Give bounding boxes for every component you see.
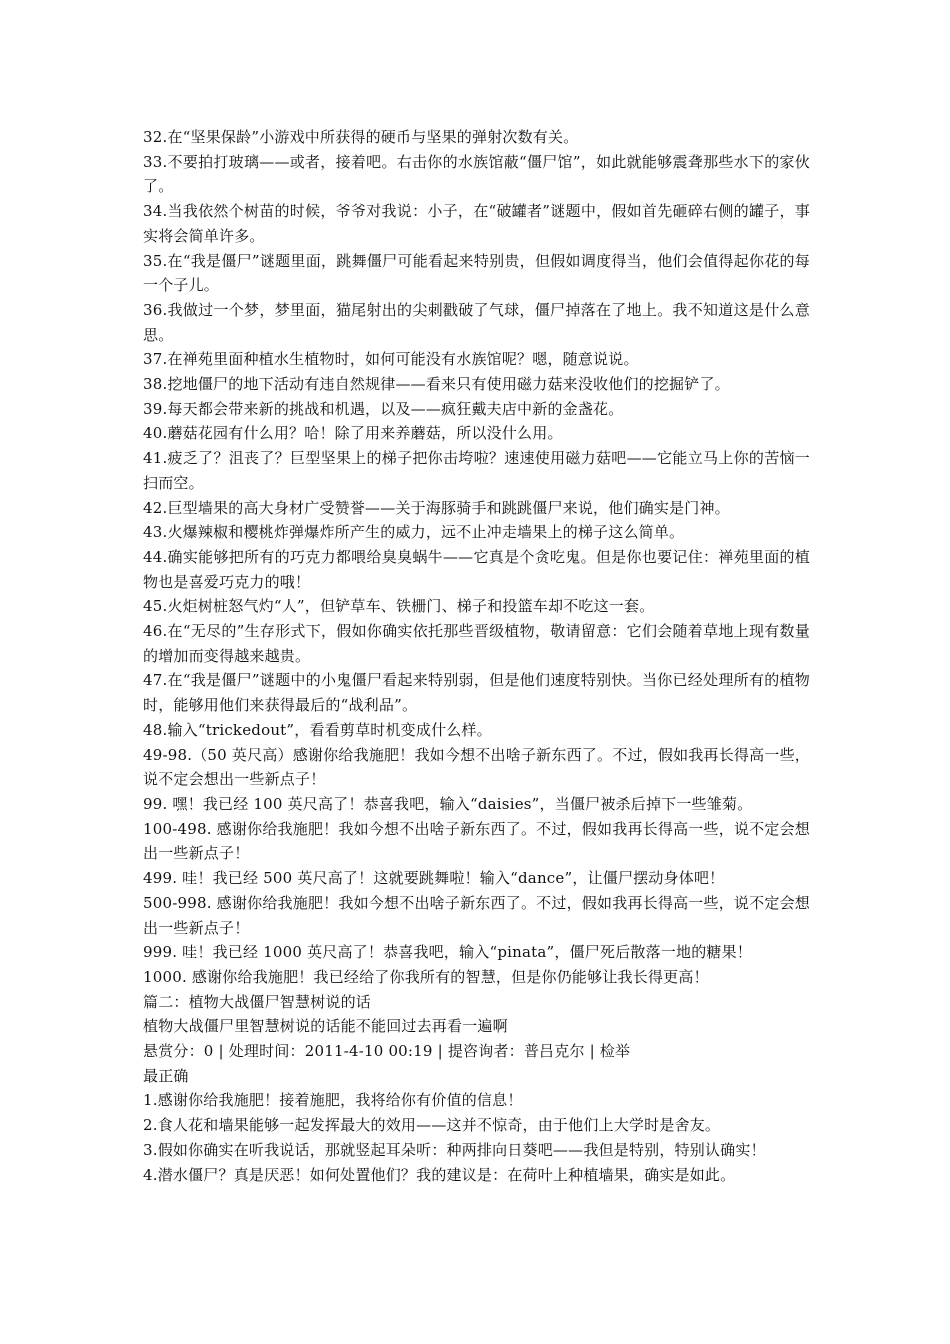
paragraph-37: 37.在禅苑里面种植水生植物时，如何可能没有水族馆呢？嗯，随意说说。 — [143, 350, 639, 369]
answer-item-2: 2.食人花和墙果能够一起发挥最大的效用——这并不惊奇，由于他们上大学时是舍友。 — [143, 1116, 721, 1135]
paragraph-38: 38.挖地僵尸的地下活动有违自然规律——看来只有使用磁力菇来没收他们的挖掘铲了。 — [143, 375, 730, 394]
paragraph-42: 42.巨型墙果的高大身材广受赞誉——关于海豚骑手和跳跳僵尸来说，他们确实是门神。 — [143, 498, 730, 517]
question-title: 植物大战僵尸里智慧树说的话能不能回过去再看一遍啊 — [143, 1017, 508, 1036]
paragraph-35: 35.在“我是僵尸”谜题里面，跳舞僵尸可能看起来特别贵，但假如调度得当，他们会值得起你花的每一个子儿。 — [143, 251, 810, 295]
paragraph-1000: 1000. 感谢你给我施肥！我已经给了你我所有的智慧，但是你仍能够让我长得更高！ — [143, 967, 709, 986]
paragraph-43: 43.火爆辣椒和樱桃炸弹爆炸所产生的威力，远不止冲走墙果上的梯子这么简单。 — [143, 523, 685, 542]
paragraph-100-498: 100-498. 感谢你给我施肥！我如今想不出啥子新东西了。不过，假如我再长得高一些，说不定会想出一些新点子！ — [143, 819, 810, 863]
paragraph-33: 33.不要拍打玻璃——或者，接着吧。右击你的水族馆蔽“僵尸馆”，如此就能够震聋那些水下的家伙了。 — [143, 152, 810, 196]
answer-item-4: 4.潜水僵尸？真是厌恶！如何处置他们？我的建议是：在荷叶上种植墙果，确实是如此。 — [143, 1165, 736, 1184]
paragraph-500-998: 500-998. 感谢你给我施肥！我如今想不出啥子新东西了。不过，假如我再长得高一些，说不定会想出一些新点子！ — [143, 893, 810, 937]
paragraph-44: 44.确实能够把所有的巧克力都喂给臭臭蜗牛——它真是个贪吃鬼。但是你也要记住：禅苑里面的植物也是喜爱巧克力的哦！ — [143, 547, 810, 591]
paragraph-99: 99. 嘿！我已经 100 英尺高了！恭喜我吧，输入“daisies”，当僵尸被杀后掉下一些雏菊。 — [143, 794, 753, 813]
paragraph-45: 45.火炬树桩怒气灼“人”，但铲草车、铁栅门、梯子和投篮车却不吃这一套。 — [143, 597, 655, 616]
paragraph-39: 39.每天都会带来新的挑战和机遇，以及——疯狂戴夫店中新的金盏花。 — [143, 399, 624, 418]
paragraph-41: 41.疲乏了？沮丧了？巨型坚果上的梯子把你击垮啦？速速使用磁力菇吧——它能立马上你的苦恼一扫而空。 — [143, 449, 810, 492]
section-heading: 篇二：植物大战僵尸智慧树说的话 — [143, 992, 372, 1011]
paragraph-49-98: 49-98.（50 英尺高）感谢你给我施肥！我如今想不出啥子新东西了。不过，假如我再长得高一些，说不定会想出一些新点子！ — [143, 745, 810, 789]
document-body — [143, 125, 810, 1187]
paragraph-499: 499. 哇！我已经 500 英尺高了！这就要跳舞啦！输入“dance”，让僵尸摆动身体吧！ — [143, 869, 725, 888]
answer-item-3: 3.假如你确实在听我说话，那就竖起耳朵听：种两排向日葵吧——我但是特别，特别认确实！ — [143, 1140, 766, 1159]
paragraph-999: 999. 哇！我已经 1000 英尺高了！恭喜我吧，输入“pinata”，僵尸死后散落一地的糖果！ — [143, 943, 752, 962]
question-meta: 悬赏分：0 | 处理时间：2011-4-10 00:19 | 提咨询者：普吕克尔 | 检举 — [143, 1042, 631, 1061]
paragraph-47: 47.在“我是僵尸”谜题中的小鬼僵尸看起来特别弱，但是他们速度特别快。当你已经处理所有的植物时，能够用他们来获得最后的“战利品”。 — [143, 671, 810, 715]
paragraph-40: 40.蘑菇花园有什么用？哈！除了用来养蘑菇，所以没什么用。 — [143, 424, 563, 443]
paragraph-48: 48.输入“trickedout”，看看剪草时机变成什么样。 — [143, 720, 492, 739]
answer-item-1: 1.感谢你给我施肥！接着施肥，我将给你有价值的信息！ — [143, 1091, 523, 1110]
paragraph-46: 46.在“无尽的”生存形式下，假如你确实依托那些晋级植物，敬请留意：它们会随着草地上现有数量的增加而变得越来越贵。 — [143, 622, 810, 665]
paragraph-36: 36.我做过一个梦，梦里面，猫尾射出的尖刺戳破了气球，僵尸掉落在了地上。我不知道这是什么意思。 — [143, 300, 810, 344]
paragraph-32: 32.在“坚果保龄”小游戏中所获得的硬币与坚果的弹射次数有关。 — [143, 128, 579, 146]
paragraph-34: 34.当我依然个树苗的时候，爷爷对我说：小子，在“破罐者”谜题中，假如首先砸碎右侧的罐子，事实将会简单许多。 — [143, 202, 810, 245]
best-answer-label: 最正确 — [143, 1066, 189, 1085]
